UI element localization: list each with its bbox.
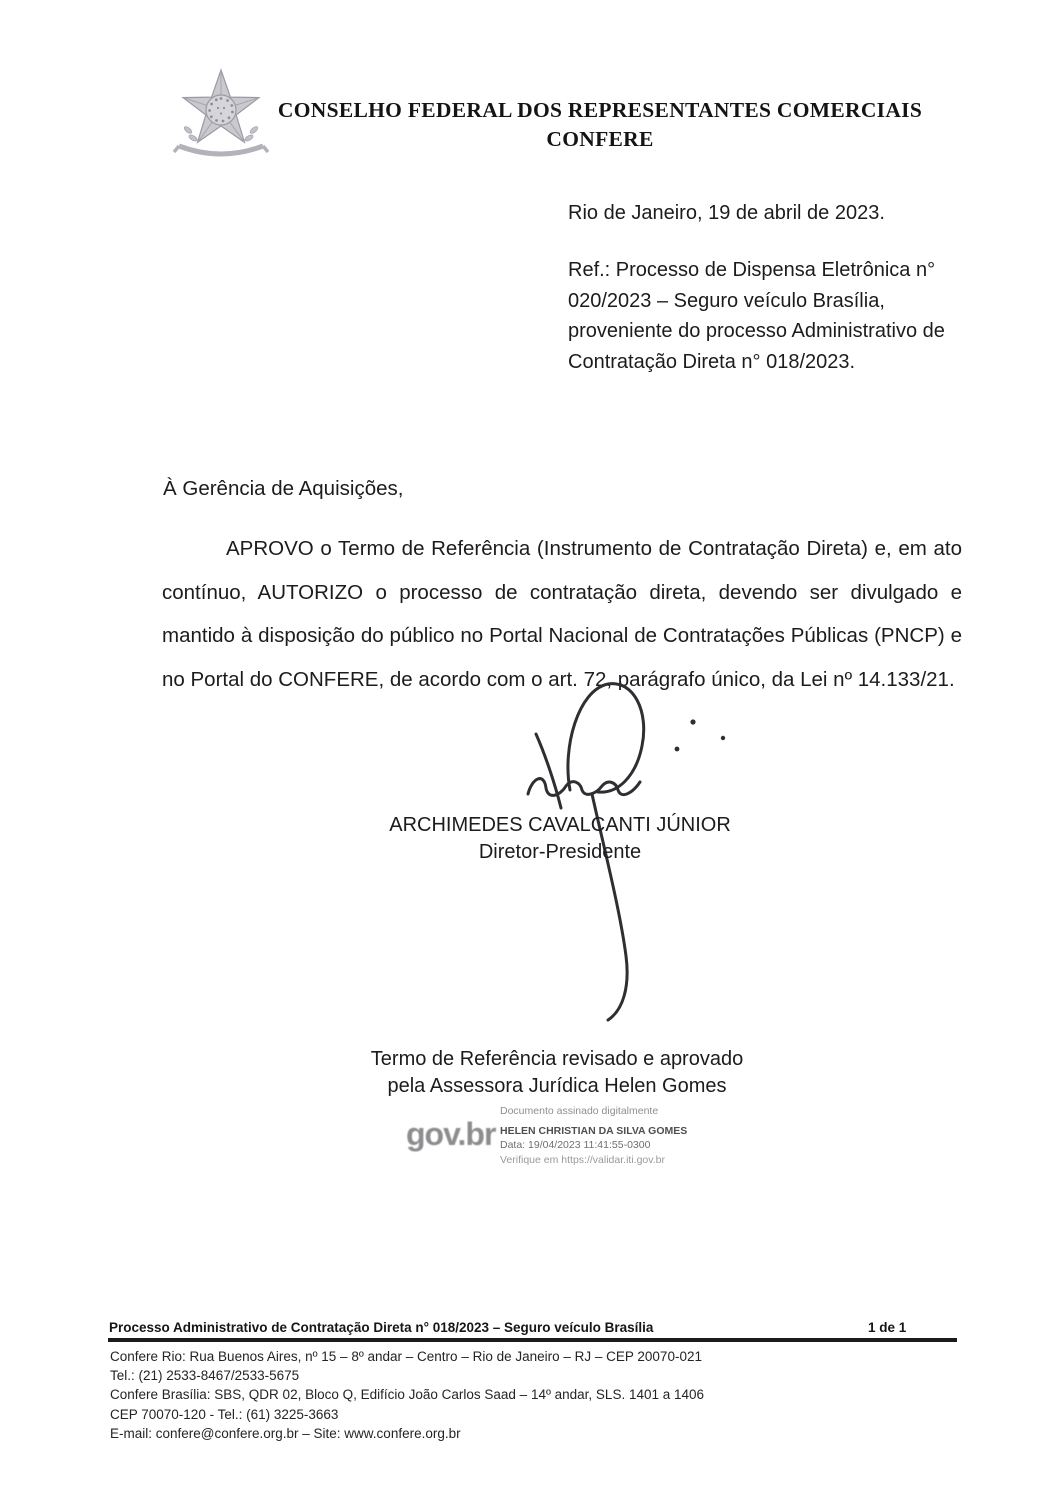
approval-note-line1: Termo de Referência revisado e aprovado (370, 1048, 744, 1070)
footer-rule (108, 1338, 957, 1342)
approval-note-line2: pela Assessora Jurídica Helen Gomes (387, 1075, 727, 1097)
signer-title: Diretor-Presidente (478, 840, 642, 863)
footer-address-line: Confere Rio: Rua Buenos Aires, nº 15 – 8º andar – Centro – Rio de Janeiro – RJ – CEP 20070-021 (110, 1349, 702, 1364)
footer-address-line-brasilia: Confere Brasília: SBS, QDR 02, Bloco Q, Edifício João Carlos Saad – 14º andar, SLS. 1401 a 1406 (110, 1387, 705, 1403)
digital-signature-block (500, 1104, 687, 1167)
footer-address-block (110, 1347, 930, 1443)
footer-process-title: Processo Administrativo de Contratação Direta n° 018/2023 – Seguro veículo Brasília (109, 1320, 654, 1335)
digital-signature-date: Data: 19/04/2023 11:41:55-0300 (500, 1139, 651, 1151)
salutation: À Gerência de Aquisições, (163, 477, 404, 500)
approval-note (307, 1046, 807, 1100)
page-indicator: 1 de 1 (868, 1320, 907, 1335)
footer-email-site-line: E-mail: confere@confere.org.br – Site: www.confere.org.br (110, 1425, 461, 1441)
footer-cep-phone-line: CEP 70070-120 - Tel.: (61) 3225-3663 (110, 1406, 339, 1422)
body-paragraph: APROVO o Termo de Referência (Instrumento de Contratação Direta) e, em ato contínuo, AUTORIZO o processo de contratação direta, devendo ser divulgado e mantido à disposição do público no Portal Nacional de Contratações Públicas (PNCP) e no Portal do CONFERE, de acordo com o art. 72, parágrafo único, da Lei nº 14.133/21. (162, 537, 962, 691)
date-line: Rio de Janeiro, 19 de abril de 2023. (568, 202, 885, 224)
org-acronym: CONFERE (546, 127, 654, 151)
org-name: CONSELHO FEDERAL DOS REPRESENTANTES COMERCIAIS (277, 98, 923, 122)
reference-block: Ref.: Processo de Dispensa Eletrônica n° 020/2023 – Seguro veículo Brasília, proveniente do processo Administrativo de Contratação Direta n° 018/2023. (568, 259, 945, 373)
govbr-logo: gov.br (406, 1116, 496, 1152)
footer-phone-line: Tel.: (21) 2533-8467/2533-5675 (110, 1368, 300, 1384)
digital-signature-note: Documento assinado digitalmente (500, 1105, 659, 1117)
signer-name: ARCHIMEDES CAVALCANTI JÚNIOR (389, 814, 731, 836)
digital-signature-verify: Verifique em https://validar.iti.gov.br (500, 1153, 665, 1166)
date-reference-block (568, 200, 950, 377)
digital-signer-name: HELEN CHRISTIAN DA SILVA GOMES (500, 1124, 688, 1137)
signer-block (310, 812, 810, 865)
letterhead (240, 96, 960, 154)
